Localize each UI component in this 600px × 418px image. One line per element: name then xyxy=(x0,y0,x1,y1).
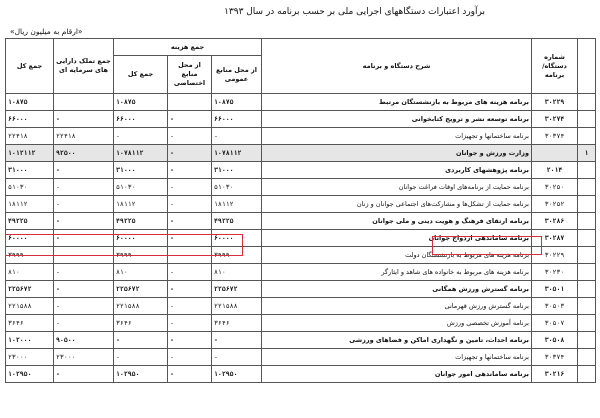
table-row xyxy=(6,230,596,247)
cell-capital-assets: - xyxy=(54,315,114,332)
cell-capital-assets: - xyxy=(54,298,114,315)
cell-description: برنامه گسترش ورزش قهرمانی xyxy=(262,298,532,315)
cell-specific-revenues: - xyxy=(168,111,212,128)
cell-specific-revenues: - xyxy=(168,128,212,145)
cell-public-resources: ۳۶۴۶ xyxy=(212,315,262,332)
cell-capital-assets: - xyxy=(54,247,114,264)
table-row xyxy=(6,213,596,230)
cell-public-resources: ۳۱۰۰۰ xyxy=(212,162,262,179)
cell-grand-total: ۱۸۱۱۲ xyxy=(6,196,54,213)
header-expense-total: جمع کل xyxy=(114,56,168,94)
cell-public-resources: ۲۲۱۵۸۸ xyxy=(212,298,262,315)
cell-marker xyxy=(578,196,596,213)
cell-public-resources: - xyxy=(212,349,262,366)
cell-grand-total: ۲۲۴۱۸ xyxy=(6,128,54,145)
cell-specific-revenues: - xyxy=(168,349,212,366)
cell-grand-total: ۲۲۵۶۷۲ xyxy=(6,281,54,298)
cell-capital-assets: ۹۰۵۰۰ xyxy=(54,332,114,349)
cell-capital-assets: ۲۲۴۱۸ xyxy=(54,128,114,145)
cell-capital-assets: ۹۲۵۰۰ xyxy=(54,145,114,162)
header-grand-total: جمع کل xyxy=(6,39,54,94)
cell-code: ۳۰۲۲۹ xyxy=(532,247,578,264)
cell-expense-total: ۲۲۵۶۷۲ xyxy=(114,281,168,298)
cell-marker xyxy=(578,366,596,383)
cell-specific-revenues: - xyxy=(168,145,212,162)
cell-description: برنامه هزینه های مربوط به بازنشستگان مرتبط xyxy=(262,94,532,111)
cell-capital-assets: - xyxy=(54,179,114,196)
cell-capital-assets: ۲۳۰۰۰ xyxy=(54,349,114,366)
cell-grand-total: ۶۶۰۰۰ xyxy=(6,111,54,128)
table-row xyxy=(6,247,596,264)
cell-marker xyxy=(578,349,596,366)
cell-marker xyxy=(578,111,596,128)
cell-capital-assets: - xyxy=(54,230,114,247)
header-row-number: شماره دستگاه/ برنامه xyxy=(532,39,578,94)
cell-code: ۳۰۵۰۱ xyxy=(532,281,578,298)
cell-capital-assets: - xyxy=(54,366,114,383)
cell-grand-total: ۵۱۰۳۰ xyxy=(6,179,54,196)
cell-expense-total: ۴۹۲۲۵ xyxy=(114,213,168,230)
cell-grand-total: ۳۹۹۹ xyxy=(6,247,54,264)
cell-description: برنامه حمایت از تشکل‌ها و مشارکت‌های اجتماعی جوانان و زنان xyxy=(262,196,532,213)
header-public-resources: از محل منابع عمومی xyxy=(212,56,262,94)
cell-specific-revenues: - xyxy=(168,247,212,264)
header-specific-revenues: از محل منابع اختصاصی xyxy=(168,56,212,94)
cell-description: برنامه ساختمانها و تجهیزات xyxy=(262,349,532,366)
table-row xyxy=(6,264,596,281)
cell-marker xyxy=(578,128,596,145)
table-row xyxy=(6,332,596,349)
cell-capital-assets: - xyxy=(54,264,114,281)
cell-marker: ۱ xyxy=(578,145,596,162)
cell-public-resources: - xyxy=(212,128,262,145)
cell-expense-total: ۵۱۰۳۰ xyxy=(114,179,168,196)
cell-expense-total: ۶۰۰۰۰ xyxy=(114,230,168,247)
cell-description: برنامه ساماندهی ازدواج جوانان xyxy=(262,230,532,247)
cell-expense-total: ۸۱۰ xyxy=(114,264,168,281)
header-marker xyxy=(578,39,596,94)
cell-expense-total: ۳۱۰۰۰ xyxy=(114,162,168,179)
cell-description: برنامه حمایت از برنامه‌های اوقات فراغت جوانان xyxy=(262,179,532,196)
cell-grand-total: ۳۱۰۰۰ xyxy=(6,162,54,179)
cell-code xyxy=(532,145,578,162)
cell-expense-total: ۱۸۱۱۲ xyxy=(114,196,168,213)
table-row xyxy=(6,196,596,213)
cell-code: ۳۰۲۵۲ xyxy=(532,196,578,213)
table-row xyxy=(6,298,596,315)
cell-specific-revenues xyxy=(168,94,212,111)
cell-capital-assets: - xyxy=(54,196,114,213)
cell-marker xyxy=(578,298,596,315)
cell-code: ۳۰۲۲۹ xyxy=(532,94,578,111)
header-capital-assets: جمع تملک دارایی های سرمایه ای xyxy=(54,39,114,94)
cell-specific-revenues: - xyxy=(168,179,212,196)
cell-specific-revenues: - xyxy=(168,366,212,383)
cell-code: ۳۰۳۷۴ xyxy=(532,128,578,145)
cell-marker xyxy=(578,332,596,349)
cell-public-resources: ۱۰۲۹۵۰ xyxy=(212,366,262,383)
cell-description: برنامه ارتقای فرهنگ و هویت دینی و ملی جوانان xyxy=(262,213,532,230)
cell-specific-revenues: - xyxy=(168,230,212,247)
cell-marker xyxy=(578,247,596,264)
cell-marker xyxy=(578,94,596,111)
cell-marker xyxy=(578,264,596,281)
table-row xyxy=(6,281,596,298)
cell-grand-total: ۳۶۴۶ xyxy=(6,315,54,332)
cell-specific-revenues: - xyxy=(168,213,212,230)
cell-description: برنامه احداث، تامین و نگهداری اماکن و فضاهای ورزشی xyxy=(262,332,532,349)
cell-public-resources: ۱۰۷۸۱۱۲ xyxy=(212,145,262,162)
cell-code: ۳۰۲۳۰ xyxy=(532,264,578,281)
cell-expense-total: ۳۹۹۹ xyxy=(114,247,168,264)
cell-capital-assets: - xyxy=(54,213,114,230)
table-row xyxy=(6,349,596,366)
cell-description: برنامه گسترش ورزش همگانی xyxy=(262,281,532,298)
cell-public-resources: ۱۸۱۱۲ xyxy=(212,196,262,213)
cell-grand-total: ۱۰۸۷۵ xyxy=(6,94,54,111)
cell-specific-revenues: - xyxy=(168,315,212,332)
cell-description: برنامه هزینه های مربوط به خانواده های شاهد و ایثارگر xyxy=(262,264,532,281)
cell-marker xyxy=(578,315,596,332)
table-row xyxy=(6,179,596,196)
budget-table xyxy=(5,38,596,383)
cell-specific-revenues: - xyxy=(168,281,212,298)
cell-public-resources: ۶۶۰۰۰ xyxy=(212,111,262,128)
cell-expense-total: ۱۰۷۸۱۱۲ xyxy=(114,145,168,162)
cell-grand-total: ۲۳۰۰۰ xyxy=(6,349,54,366)
cell-code: ۳۰۵۰۸ xyxy=(532,332,578,349)
cell-description: برنامه ساختمانها و تجهیزات xyxy=(262,128,532,145)
cell-marker xyxy=(578,230,596,247)
cell-public-resources: ۶۰۰۰۰ xyxy=(212,230,262,247)
cell-grand-total: ۱۰۱۲۱۱۲ xyxy=(6,145,54,162)
cell-capital-assets: - xyxy=(54,162,114,179)
cell-capital-assets xyxy=(54,94,114,111)
cell-public-resources: ۸۱۰ xyxy=(212,264,262,281)
cell-public-resources: ۱۰۸۷۵ xyxy=(212,94,262,111)
cell-marker xyxy=(578,162,596,179)
cell-code: ۳۰۲۷۴ xyxy=(532,111,578,128)
cell-code: ۳۰۲۸۶ xyxy=(532,213,578,230)
table-row xyxy=(6,162,596,179)
cell-public-resources: - xyxy=(212,332,262,349)
cell-expense-total: ۱۰۲۹۵۰ xyxy=(114,366,168,383)
cell-expense-total: ۲۲۱۵۸۸ xyxy=(114,298,168,315)
table-row xyxy=(6,366,596,383)
cell-grand-total: ۶۰۰۰۰ xyxy=(6,230,54,247)
cell-public-resources: ۲۲۵۶۷۲ xyxy=(212,281,262,298)
cell-specific-revenues: - xyxy=(168,298,212,315)
cell-grand-total: ۱۰۲۹۵۰ xyxy=(6,366,54,383)
cell-expense-total: ۳۶۴۶ xyxy=(114,315,168,332)
cell-specific-revenues: - xyxy=(168,332,212,349)
cell-grand-total: ۱۰۲۰۰۰ xyxy=(6,332,54,349)
cell-code: ۳۰۲۸۷ xyxy=(532,230,578,247)
cell-capital-assets: - xyxy=(54,111,114,128)
cell-specific-revenues: - xyxy=(168,162,212,179)
unit-note: «ارقام به میلیون ریال» xyxy=(10,27,83,36)
cell-capital-assets: - xyxy=(54,281,114,298)
cell-public-resources: ۴۹۲۲۵ xyxy=(212,213,262,230)
table-row xyxy=(6,94,596,111)
cell-code: ۳۰۲۱۶ xyxy=(532,366,578,383)
header-expense-group: جمع هزینه xyxy=(114,39,262,56)
cell-description: برنامه آموزش تخصصی ورزش xyxy=(262,315,532,332)
cell-code: ۲۰۱۴ xyxy=(532,162,578,179)
cell-expense-total: - xyxy=(114,128,168,145)
cell-expense-total: ۱۰۸۷۵ xyxy=(114,94,168,111)
cell-grand-total: ۲۲۱۵۸۸ xyxy=(6,298,54,315)
cell-expense-total: - xyxy=(114,349,168,366)
table-row xyxy=(6,145,596,162)
cell-code: ۳۰۵۰۷ xyxy=(532,315,578,332)
cell-expense-total: ۶۶۰۰۰ xyxy=(114,111,168,128)
cell-public-resources: ۳۹۹۹ xyxy=(212,247,262,264)
document-title: برآورد اعتبارات دستگاههای اجرایی ملی بر حسب برنامه در سال ۱۳۹۳ xyxy=(224,7,485,17)
cell-marker xyxy=(578,179,596,196)
cell-code: ۳۰۲۵۰ xyxy=(532,179,578,196)
cell-description: برنامه توسعه نشر و ترویج کتابخوانی xyxy=(262,111,532,128)
cell-expense-total: - xyxy=(114,332,168,349)
cell-description: برنامه هزینه های مربوط به بازنشستگان دولت xyxy=(262,247,532,264)
cell-marker xyxy=(578,281,596,298)
cell-code: ۳۰۳۷۴ xyxy=(532,349,578,366)
cell-description: وزارت ورزش و جوانان xyxy=(262,145,532,162)
table-row xyxy=(6,315,596,332)
cell-grand-total: ۴۹۲۲۵ xyxy=(6,213,54,230)
header-description: شرح دستگاه و برنامه xyxy=(262,39,532,94)
cell-grand-total: ۸۱۰ xyxy=(6,264,54,281)
cell-public-resources: ۵۱۰۳۰ xyxy=(212,179,262,196)
cell-description: برنامه پژوهشهای کاربردی xyxy=(262,162,532,179)
cell-marker xyxy=(578,213,596,230)
cell-code: ۳۰۵۰۳ xyxy=(532,298,578,315)
cell-specific-revenues: - xyxy=(168,264,212,281)
cell-description: برنامه ساماندهی امور جوانان xyxy=(262,366,532,383)
table-row xyxy=(6,111,596,128)
table-body xyxy=(6,94,596,383)
table-row xyxy=(6,128,596,145)
cell-specific-revenues: - xyxy=(168,196,212,213)
